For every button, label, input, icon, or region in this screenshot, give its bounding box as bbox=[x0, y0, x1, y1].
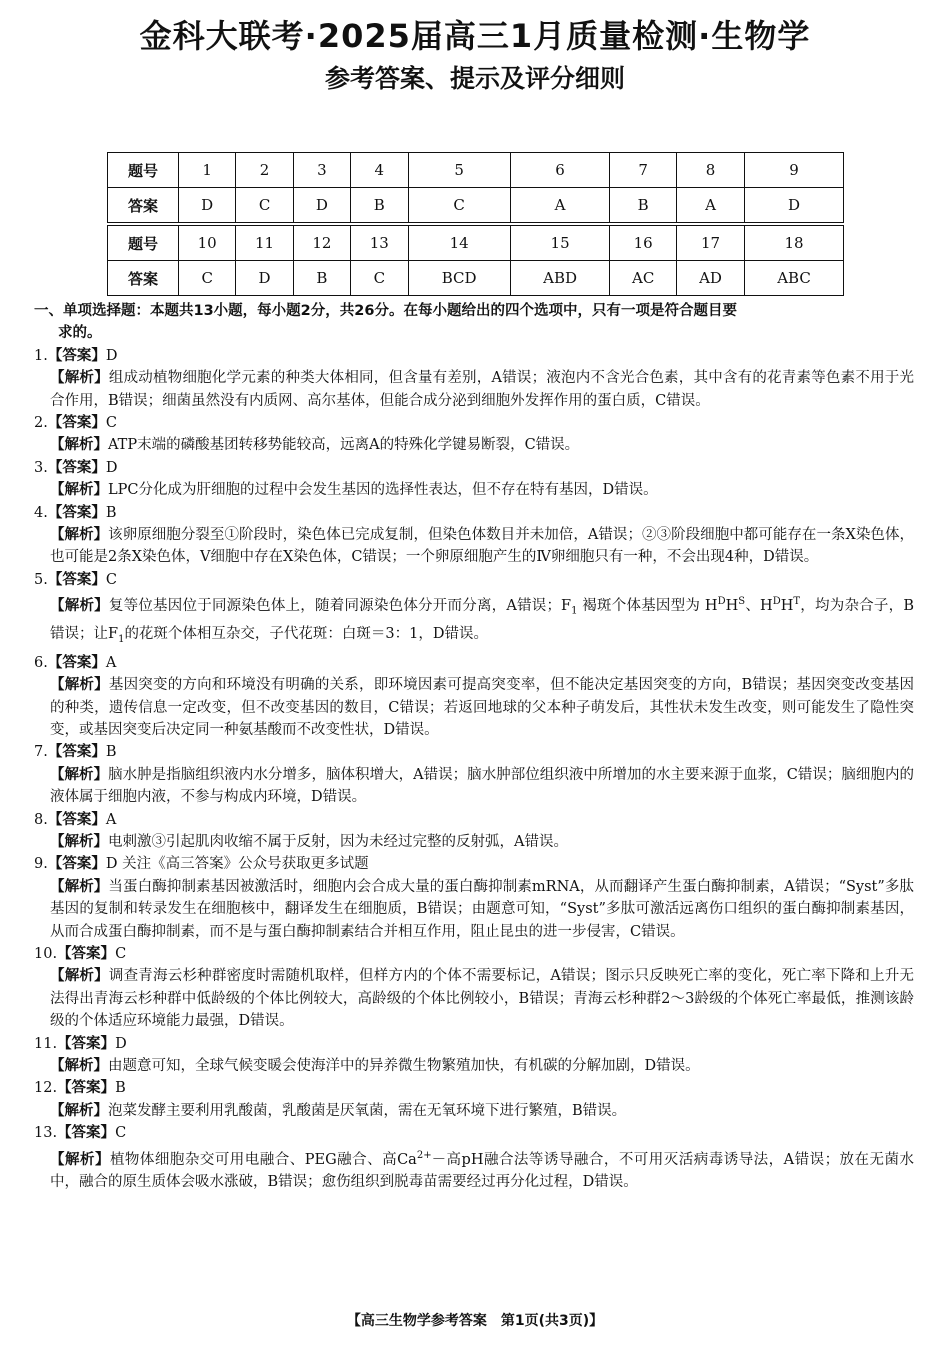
explain-text: 电刺激③引起肌肉收缩不属于反射，因为未经过完整的反射弧，A错误。 bbox=[108, 833, 568, 850]
question-answer bbox=[34, 652, 914, 674]
answer-label: 【答案】 bbox=[57, 1035, 116, 1052]
answer-label: 【答案】 bbox=[47, 347, 106, 364]
table-head-answer: 答案 bbox=[108, 261, 179, 296]
table-row bbox=[108, 153, 844, 188]
explain-label: 【解析】 bbox=[50, 437, 108, 454]
question-explanation bbox=[50, 1055, 914, 1077]
answer-label: 【答案】 bbox=[57, 945, 116, 962]
question-explanation bbox=[50, 367, 914, 412]
table-cell: 15 bbox=[510, 226, 610, 261]
table-cell: 5 bbox=[408, 153, 510, 188]
question-explanation bbox=[50, 434, 914, 456]
answer-value: C bbox=[105, 571, 117, 588]
question-explanation bbox=[50, 876, 914, 943]
question-answer bbox=[34, 809, 914, 831]
answer-value: D bbox=[105, 459, 118, 476]
question-number: 10. bbox=[34, 945, 58, 962]
table-cell: D bbox=[745, 188, 844, 223]
answer-label: 【答案】 bbox=[47, 459, 106, 476]
superscript: 2+ bbox=[416, 1149, 432, 1161]
answer-value: D bbox=[115, 1035, 127, 1052]
explain-text: ATP末端的磷酸基团转移势能较高，远离A的特殊化学键易断裂，C错误。 bbox=[108, 437, 580, 454]
table-cell: ABC bbox=[745, 261, 844, 296]
question-number: 13. bbox=[34, 1125, 58, 1142]
table-cell: B bbox=[351, 188, 408, 223]
explain-label: 【解析】 bbox=[50, 968, 109, 985]
section-heading bbox=[34, 300, 914, 345]
table-cell: 12 bbox=[293, 226, 350, 261]
answer-label: 【答案】 bbox=[57, 1080, 116, 1097]
answer-value: D 关注《高三答案》公众号获取更多试题 bbox=[105, 856, 369, 873]
explain-label: 【解析】 bbox=[50, 527, 109, 544]
gene-symbol: H bbox=[780, 598, 794, 615]
question-explanation bbox=[50, 965, 914, 1032]
question-answer bbox=[34, 943, 914, 965]
question-number: 3. bbox=[34, 459, 48, 476]
question-explanation bbox=[50, 591, 914, 651]
table-cell: 14 bbox=[408, 226, 510, 261]
explain-text: LPC分化成为肝细胞的过程中会发生基因的选择性表达，但不存在特有基因，D错误。 bbox=[108, 482, 658, 499]
question-explanation bbox=[50, 764, 914, 809]
answer-label: 【答案】 bbox=[47, 811, 106, 828]
question-number: 4. bbox=[34, 504, 48, 521]
question-answer bbox=[34, 412, 914, 434]
explain-text: 泡菜发酵主要利用乳酸菌，乳酸菌是厌氧菌，需在无氧环境下进行繁殖，B错误。 bbox=[108, 1102, 627, 1119]
answer-value: C bbox=[105, 415, 117, 432]
superscript: D bbox=[772, 596, 781, 608]
explain-text: 当蛋白酶抑制素基因被激活时，细胞内会合成大量的蛋白酶抑制素mRNA，从而翻译产生蛋白酶抑制素，A错误；“Syst”多肽基因的复制和转录发生在细胞核中，翻译发生在细胞质，B错误；由题意可知，“Syst”多肽可激活远离伤口组织的蛋白酶抑制素基因，从而合成蛋白酶抑制素，而不是与蛋白酶抑制素结合并相互作用，阻止昆虫的进一步侵害，C错误。 bbox=[50, 878, 915, 940]
answer-value: A bbox=[105, 654, 117, 671]
question-answer bbox=[34, 1122, 914, 1144]
table-cell: 9 bbox=[745, 153, 844, 188]
question-answer bbox=[34, 741, 914, 763]
question-answer bbox=[34, 569, 914, 591]
table-head-number: 题号 bbox=[108, 226, 179, 261]
question-answer bbox=[34, 1033, 914, 1055]
question-number: 5. bbox=[34, 571, 48, 588]
explain-text: －高pH融合法等诱导融合，不可用灭活病毒诱导法，A错误；放在无菌水中，融合的原生质体会吸水涨破，B错误；愈伤组织到脱毒苗需要经过再分化过程，D错误。 bbox=[50, 1151, 914, 1190]
explain-label: 【解析】 bbox=[50, 1151, 110, 1168]
table-cell: AC bbox=[610, 261, 677, 296]
subscript: 1 bbox=[118, 634, 125, 646]
question-explanation bbox=[50, 1145, 914, 1194]
answer-label: 【答案】 bbox=[47, 415, 106, 432]
table-cell: B bbox=[293, 261, 350, 296]
table-cell: 1 bbox=[179, 153, 236, 188]
table-row bbox=[108, 226, 844, 261]
question-number: 7. bbox=[34, 744, 48, 761]
explain-text: 调查青海云杉种群密度时需随机取样，但样方内的个体不需要标记，A错误；图示只反映死亡率的变化，死亡率下降和上升无法得出青海云杉种群中低龄级的个体比例较大，高龄级的个体比例较小，B错误；青海云杉种群2～3龄级的个体死亡率最低，推测该龄级的个体适应环境能力最强，D错误。 bbox=[50, 968, 915, 1030]
question-explanation bbox=[50, 524, 914, 569]
answer-value: B bbox=[105, 504, 117, 521]
question-explanation bbox=[50, 674, 914, 741]
answer-value: B bbox=[115, 1080, 126, 1097]
table-cell: 18 bbox=[745, 226, 844, 261]
explain-text: 该卵原细胞分裂至①阶段时，染色体已完成复制，但染色体数目并未加倍，A错误；②③阶段细胞中都可能存在一条X染色体，也可能是2条X染色体，Ⅴ细胞中存在X染色体，C错误；一个卵原细胞产生的Ⅳ卵细胞只有一种，不会出现4种，D错误。 bbox=[50, 527, 914, 566]
question-number: 8. bbox=[34, 811, 48, 828]
table-cell: C bbox=[179, 261, 236, 296]
subscript: 1 bbox=[571, 606, 578, 617]
explain-label: 【解析】 bbox=[50, 598, 109, 615]
explain-text: 基因突变的方向和环境没有明确的关系，即环境因素可提高突变率，但不能决定基因突变的方向，B错误；基因突变改变基因的种类，遗传信息一定改变，但不改变基因的数目，C错误；若返回地球的父本种子萌发后，其性状未发生改变，则可能发生了隐性突变，或基因突变后决定同一种氨基酸而不改变性状，D错误。 bbox=[50, 677, 915, 738]
answer-value: C bbox=[115, 1125, 127, 1142]
question-answer bbox=[34, 1077, 914, 1099]
table-cell: 3 bbox=[293, 153, 350, 188]
table-cell: C bbox=[408, 188, 510, 223]
explain-text: 植物体细胞杂交可用电融合、PEG融合、高Ca bbox=[109, 1151, 417, 1168]
table-cell: D bbox=[293, 188, 350, 223]
question-number: 2. bbox=[34, 415, 48, 432]
question-number: 9. bbox=[34, 856, 48, 873]
answer-value: D bbox=[105, 347, 118, 364]
table-cell: 4 bbox=[351, 153, 408, 188]
question-answer bbox=[34, 502, 914, 524]
explain-label: 【解析】 bbox=[50, 677, 109, 694]
table-cell: 17 bbox=[676, 226, 744, 261]
explain-text: ，均为杂合子，B错误；让F bbox=[50, 598, 914, 643]
question-number: 11. bbox=[34, 1035, 58, 1052]
question-number: 1. bbox=[34, 347, 48, 364]
question-answer bbox=[34, 457, 914, 479]
page-footer: 【高三生物学参考答案 第1页(共3页)】 bbox=[346, 1313, 604, 1329]
explain-label: 【解析】 bbox=[50, 878, 109, 895]
explain-label: 【解析】 bbox=[50, 1102, 108, 1119]
answer-value: A bbox=[105, 811, 117, 828]
answer-label: 【答案】 bbox=[47, 856, 106, 873]
gene-symbol: H bbox=[725, 598, 739, 615]
superscript: T bbox=[793, 596, 801, 608]
explain-label: 【解析】 bbox=[50, 482, 108, 499]
table-head-answer: 答案 bbox=[108, 188, 179, 223]
answer-value: C bbox=[115, 945, 127, 962]
question-number: 6. bbox=[34, 654, 48, 671]
superscript: D bbox=[717, 596, 726, 608]
table-cell: 10 bbox=[179, 226, 236, 261]
answer-label: 【答案】 bbox=[47, 571, 106, 588]
section-heading-line: 一、单项选择题：本题共13小题，每小题2分，共26分。在每小题给出的四个选项中，只有一项是符合题目要 bbox=[34, 303, 737, 319]
answer-table bbox=[107, 152, 844, 296]
table-cell: D bbox=[236, 261, 293, 296]
answer-label: 【答案】 bbox=[47, 504, 106, 521]
table-cell: BCD bbox=[408, 261, 510, 296]
explain-text: 、H bbox=[745, 598, 773, 615]
question-explanation bbox=[50, 479, 914, 501]
table-cell: 8 bbox=[676, 153, 744, 188]
page-title: 金科大联考·2025届高三1月质量检测·生物学 bbox=[139, 17, 811, 55]
table-cell: C bbox=[236, 188, 293, 223]
answer-label: 【答案】 bbox=[47, 654, 106, 671]
section-heading-line: 求的。 bbox=[58, 325, 102, 342]
explain-label: 【解析】 bbox=[50, 833, 108, 850]
explain-text: 脑水肿是指脑组织液内水分增多，脑体积增大，A错误；脑水肿部位组织液中所增加的水主要来源于血浆，C错误；脑细胞内的液体属于细胞内液，不参与构成内环境，D错误。 bbox=[50, 766, 915, 806]
page-subtitle: 参考答案、提示及评分细则 bbox=[324, 64, 625, 93]
answer-value: B bbox=[105, 744, 117, 761]
table-cell: 6 bbox=[510, 153, 610, 188]
table-cell: B bbox=[610, 188, 677, 223]
question-number: 12. bbox=[34, 1080, 58, 1097]
explain-text: 由题意可知，全球气候变暖会使海洋中的异养微生物繁殖加快，有机碳的分解加剧，D错误。 bbox=[108, 1058, 700, 1075]
table-cell: AD bbox=[676, 261, 744, 296]
table-row bbox=[108, 261, 844, 296]
table-cell: 7 bbox=[610, 153, 677, 188]
table-cell: 11 bbox=[236, 226, 293, 261]
question-answer bbox=[34, 345, 914, 367]
table-cell: D bbox=[179, 188, 236, 223]
table-cell: 13 bbox=[351, 226, 408, 261]
question-explanation bbox=[50, 831, 914, 853]
explain-text: 复等位基因位于同源染色体上，随着同源染色体分开而分离，A错误；F bbox=[108, 598, 572, 615]
answer-label: 【答案】 bbox=[47, 744, 106, 761]
table-cell: ABD bbox=[510, 261, 610, 296]
table-cell: 16 bbox=[610, 226, 677, 261]
answer-label: 【答案】 bbox=[57, 1125, 116, 1142]
explain-text: 组成动植物细胞化学元素的种类大体相同，但含量有差别，A错误；液泡内不含光合色素，其中含有的花青素等色素不用于光合作用，B错误；细菌虽然没有内质网、高尔基体，但能合成分泌到细胞外发挥作用的蛋白质，C错误。 bbox=[50, 370, 915, 409]
question-explanation bbox=[50, 1100, 914, 1122]
explain-label: 【解析】 bbox=[50, 1058, 108, 1075]
table-cell: A bbox=[510, 188, 610, 223]
table-cell: A bbox=[676, 188, 744, 223]
explain-text: 褐斑个体基因型为 H bbox=[577, 598, 718, 615]
table-cell: C bbox=[351, 261, 408, 296]
table-row bbox=[108, 188, 844, 223]
table-head-number: 题号 bbox=[108, 153, 179, 188]
table-cell: 2 bbox=[236, 153, 293, 188]
explain-label: 【解析】 bbox=[50, 370, 109, 387]
explain-label: 【解析】 bbox=[50, 766, 109, 783]
answer-explanations bbox=[34, 300, 914, 1193]
explain-text: 的花斑个体相互杂交，子代花斑：白斑＝3：1，D错误。 bbox=[124, 626, 489, 643]
question-answer bbox=[34, 853, 914, 875]
superscript: S bbox=[738, 596, 746, 608]
